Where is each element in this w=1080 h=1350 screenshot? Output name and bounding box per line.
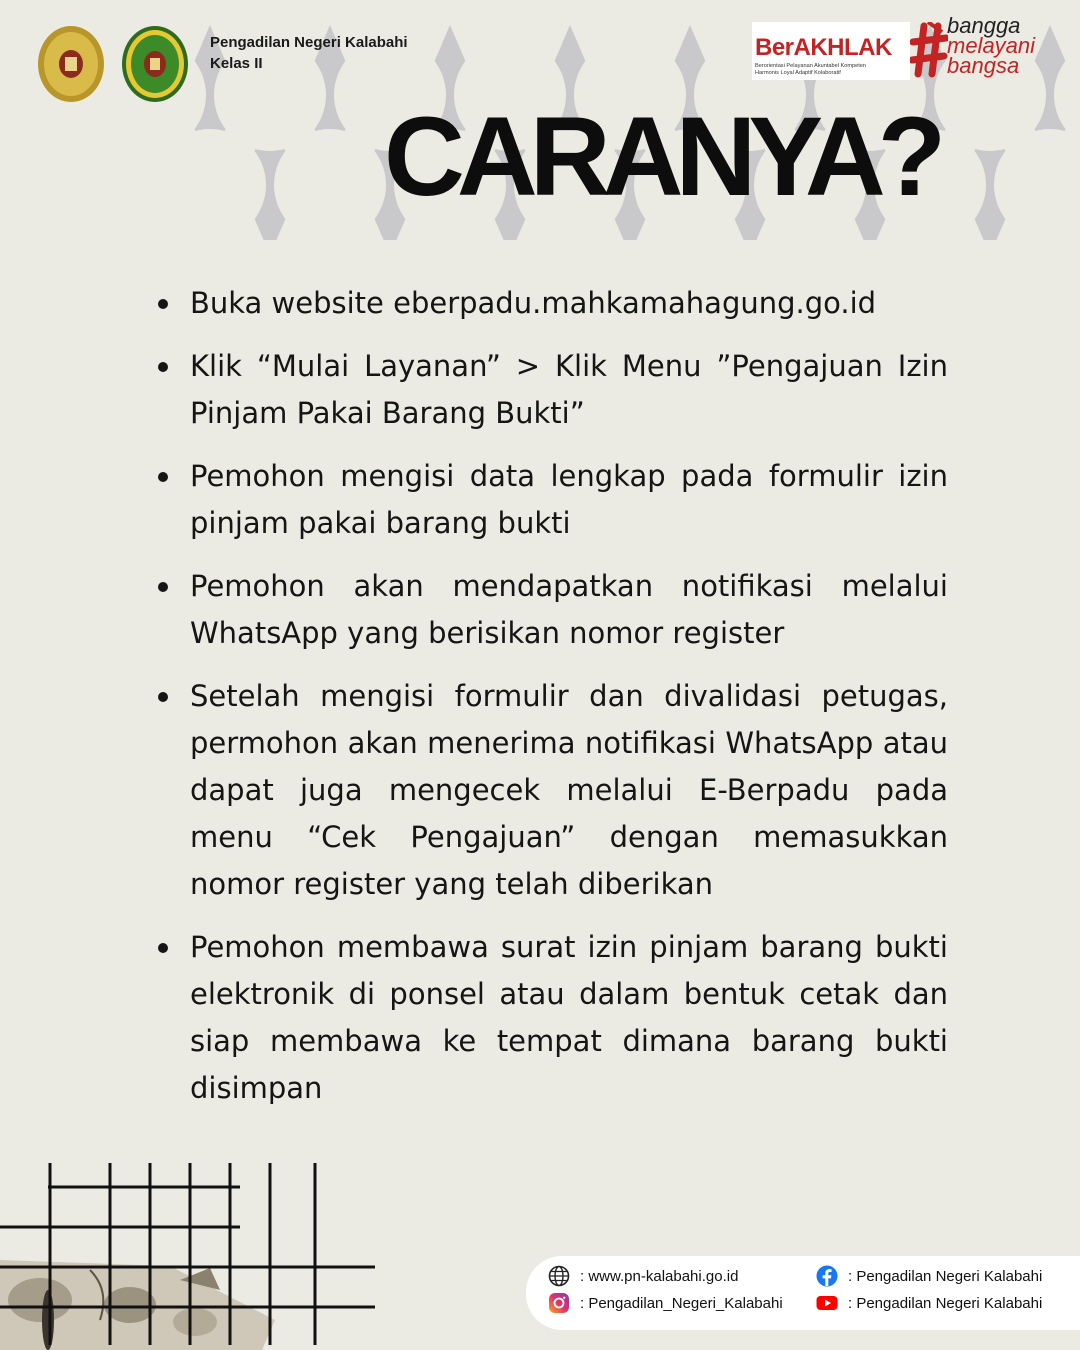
globe-icon <box>548 1265 570 1287</box>
website-text: : www.pn-kalabahi.go.id <box>580 1267 739 1285</box>
step-text: Klik “Mulai Layanan” > Klik Menu ”Pengajuan Izin Pinjam Pakai Barang Bukti” <box>190 349 948 430</box>
step-item <box>158 673 948 908</box>
berakhlak-word: BerAKHLAK <box>755 34 892 61</box>
steps-list <box>158 280 948 1128</box>
court-emblem-gold-logo <box>36 24 106 104</box>
grid-decoration <box>0 1155 380 1350</box>
step-item <box>158 453 948 547</box>
hashtag-icon <box>910 22 948 78</box>
berakhlak-subtitle-line2: Harmonis Loyal Adaptif Kolaboratif <box>755 69 841 76</box>
bullet-icon <box>158 692 168 702</box>
step-text: Pemohon mengisi data lengkap pada formulir izin pinjam pakai barang bukti <box>190 459 948 540</box>
facebook-text: : Pengadilan Negeri Kalabahi <box>848 1267 1043 1285</box>
step-text: Pemohon akan mendapatkan notifikasi melalui WhatsApp yang berisikan nomor register <box>190 569 948 650</box>
instagram-text: : Pengadilan_Negeri_Kalabahi <box>580 1294 783 1312</box>
bullet-icon <box>158 362 168 372</box>
bangga-melayani-bangsa-logo <box>947 13 1036 78</box>
page-title: CARANYA? <box>384 94 939 219</box>
court-name-line2: Kelas II <box>210 55 263 72</box>
youtube-text: : Pengadilan Negeri Kalabahi <box>848 1294 1043 1312</box>
court-emblem-green-logo <box>120 24 190 104</box>
tagline-word-3: bangsa <box>947 53 1020 78</box>
bullet-icon <box>158 299 168 309</box>
berakhlak-subtitle <box>755 63 907 76</box>
bullet-icon <box>158 943 168 953</box>
bullet-icon <box>158 582 168 592</box>
court-name <box>210 32 408 74</box>
youtube-icon <box>816 1292 838 1314</box>
website-link[interactable] <box>548 1265 738 1287</box>
step-item <box>158 924 948 1112</box>
facebook-icon <box>816 1265 838 1287</box>
step-item <box>158 563 948 657</box>
court-name-line1: Pengadilan Negeri Kalabahi <box>210 34 408 51</box>
youtube-link[interactable] <box>816 1292 1042 1314</box>
tagline-word-1: bangga <box>947 13 1021 38</box>
step-text: Setelah mengisi formulir dan divalidasi petugas, permohon akan menerima notifikasi WhatsApp atau dapat juga mengecek melalui E-Berpadu pada menu “Cek Pengajuan” dengan memasukkan nomor register yang telah diberikan <box>190 679 948 901</box>
contact-footer <box>526 1256 1080 1330</box>
tagline-word-2: melayani <box>947 33 1036 58</box>
step-text: Buka website eberpadu.mahkamahagung.go.id <box>190 286 877 320</box>
instagram-link[interactable] <box>548 1292 783 1314</box>
facebook-link[interactable] <box>816 1265 1042 1287</box>
step-text: Pemohon membawa surat izin pinjam barang bukti elektronik di ponsel atau dalam bentuk cetak dan siap membawa ke tempat dimana barang bukti disimpan <box>190 930 948 1105</box>
instagram-icon <box>548 1292 570 1314</box>
step-item <box>158 343 948 437</box>
bullet-icon <box>158 472 168 482</box>
step-item <box>158 280 948 327</box>
berakhlak-logo <box>752 22 910 80</box>
berakhlak-subtitle-line1: Berorientasi Pelayanan Akuntabel Kompeten <box>755 63 867 69</box>
